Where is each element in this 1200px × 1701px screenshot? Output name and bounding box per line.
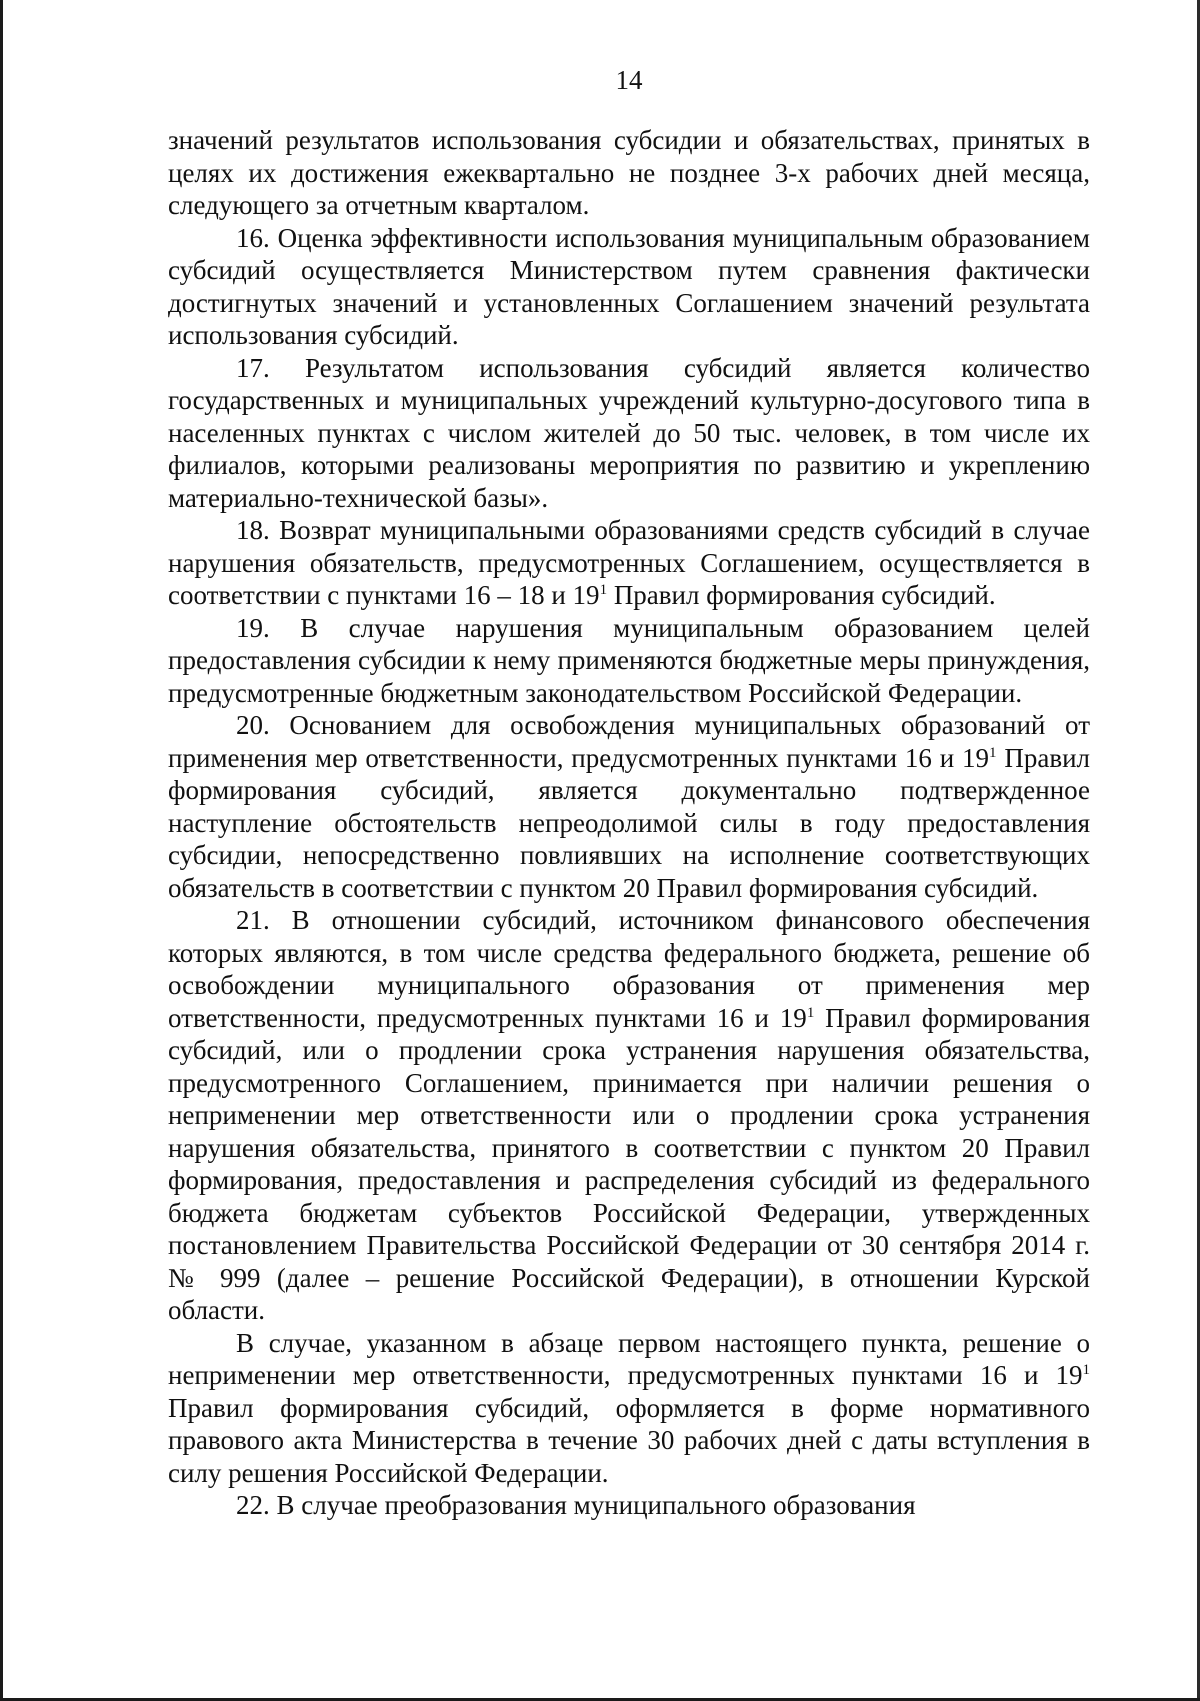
page-number: 14 bbox=[615, 65, 643, 95]
paragraph-21-text-b: Правил формирования субсидий, или о продлении срока устранения нарушения обязательства, предусмотренного Соглашением, принимается при наличии решения о неприменении мер ответственности или о продлении срока устранения нарушения обязательства, принятого в соответствии с пунктом 20 Правил формирования, предоставления и распределения субсидий из федерального бюджета бюджетам субъектов Российской Федерации, утвержденных постановлением Правительства Российской Федерации от 30 сентября 2014 г. № 999 (далее – решение Российской Федерации), в отношении Курской области. bbox=[168, 1002, 1091, 1325]
superscript-mark: 1 bbox=[1082, 1362, 1090, 1378]
paragraph-21-second-text-b: Правил формирования субсидий, оформляется в форме нормативного правового акта Министерства в течение 30 рабочих дней с даты вступления в силу решения Российской Федерации. bbox=[168, 1392, 1090, 1488]
paragraph-19: 19. В случае нарушения муниципальным образованием целей предоставления субсидии к нему применяются бюджетные меры принуждения, предусмотренные бюджетным законодательством Российской Федерации. bbox=[168, 612, 1090, 708]
paragraph-20-text-b: Правил формирования субсидий, является документально подтвержденное наступление обстоятельств непреодолимой силы в году предоставления субсидии, непосредственно повлиявших на исполнение соответствующих обязательств в соответствии с пунктом 20 Правил формирования субсидий. bbox=[168, 742, 1090, 903]
paragraph-22: 22. В случае преобразования муниципального образования bbox=[236, 1490, 916, 1520]
paragraph-21-second-text-a: В случае, указанном в абзаце первом настоящего пункта, решение о неприменении мер ответственности, предусмотренных пунктами 16 и 19 bbox=[168, 1327, 1090, 1390]
paragraph-18-text-b: Правил формирования субсидий. bbox=[607, 580, 996, 610]
paragraph-21-text-a: 21. В отношении субсидий, источником финансового обеспечения которых являются, в том числе средства федерального бюджета, решение об освобождении муниципального образования от применения мер ответственности, предусмотренных пунктами 16 и 19 bbox=[168, 905, 1090, 1033]
paragraph-16: 16. Оценка эффективности использования муниципальным образованием субсидий осуществляется Министерством путем сравнения фактически достигнутых значений и установленных Соглашением значений результата использования субсидий. bbox=[168, 222, 1090, 350]
paragraph-21 bbox=[168, 904, 1090, 1327]
superscript-mark: 1 bbox=[989, 744, 997, 761]
paragraph-20 bbox=[168, 709, 1090, 904]
paragraph-17: 17. Результатом использования субсидий является количество государственных и муниципальных учреждений культурно-досугового типа в населенных пунктах с числом жителей до 50 тыс. человек, в том числе их филиалов, которыми реализованы мероприятия по развитию и укреплению материально-технической базы». bbox=[168, 352, 1090, 513]
scan-edge-left bbox=[0, 0, 3, 1701]
paragraph-18 bbox=[168, 514, 1090, 612]
paragraph-21-second bbox=[168, 1327, 1090, 1490]
document-body bbox=[168, 124, 1090, 1522]
superscript-mark: 1 bbox=[599, 582, 608, 598]
paragraph-20-text-a: 20. Основанием для освобождения муниципальных образований от применения мер ответственности, предусмотренных пунктами 16 и 19 bbox=[168, 710, 1090, 773]
superscript-mark: 1 bbox=[806, 1004, 815, 1021]
paragraph-18-text-a: 18. Возврат муниципальными образованиями средств субсидий в случае нарушения обязательств, предусмотренных Соглашением, осуществляется в соответствии с пунктами 16 – 18 и 19 bbox=[168, 515, 1090, 610]
paragraph-continuation: значений результатов использования субсидии и обязательствах, принятых в целях их достижения ежеквартально не позднее 3-х рабочих дней месяца, следующего за отчетным кварталом. bbox=[168, 125, 1090, 220]
